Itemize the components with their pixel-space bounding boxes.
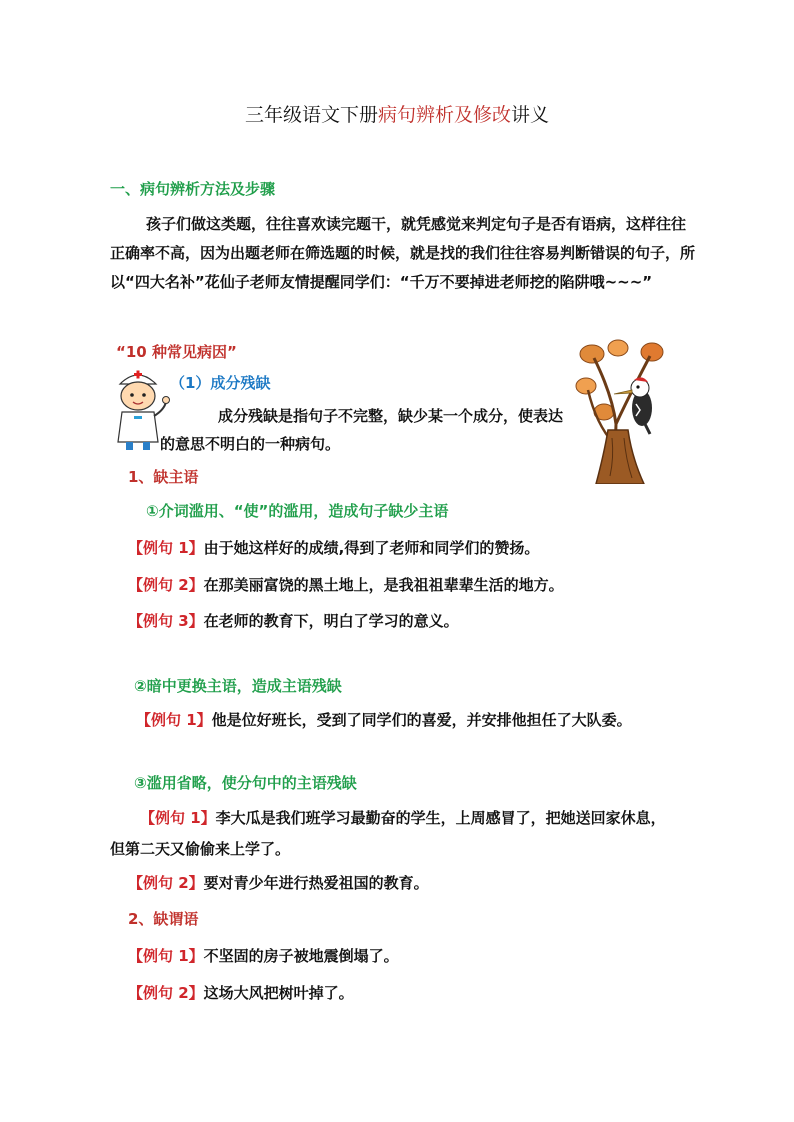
heading-missing-subject: 1、缺主语 xyxy=(128,468,199,486)
causes-heading: “10 种常见病因” xyxy=(116,343,237,361)
example-text: 在老师的教育下，明白了学习的意义。 xyxy=(203,612,459,630)
intro-line-1: 孩子们做这类题，往往喜欢读完题干，就凭感觉来判定句子是否有语病，这样往往 xyxy=(146,215,687,233)
example-tag: 【例句 2】 xyxy=(128,874,204,892)
example-text: 由于她这样好的成绩,得到了老师和同学们的赞扬。 xyxy=(203,539,540,557)
example-tag: 【例句 2】 xyxy=(128,984,204,1002)
example-tag: 【例句 1】 xyxy=(136,711,212,729)
example-tag: 【例句 1】 xyxy=(140,809,216,827)
case-1-heading: ①介词滥用、“使”的滥用，造成句子缺少主语 xyxy=(146,502,449,520)
heading-missing-predicate: 2、缺谓语 xyxy=(128,910,199,928)
case-2-heading: ②暗中更换主语，造成主语残缺 xyxy=(134,677,342,695)
intro-line-3: 以“四大名补”花仙子老师友情提醒同学们：“千万不要掉进老师挖的陷阱哦~~~” xyxy=(110,273,653,291)
example-continuation: 但第二天又偷偷来上学了。 xyxy=(110,840,291,858)
example-tag: 【例句 1】 xyxy=(128,947,204,965)
example-row xyxy=(136,709,632,730)
title-suffix: 讲义 xyxy=(511,104,550,126)
case-3-heading: ③滥用省略，使分句中的主语残缺 xyxy=(134,774,357,792)
page-title xyxy=(0,100,794,127)
title-highlight: 病句辨析及修改 xyxy=(377,104,511,126)
definition-line-2: 的意思不明白的一种病句。 xyxy=(160,435,341,453)
example-row xyxy=(140,807,666,828)
section-heading-methods: 一、病句辨析方法及步骤 xyxy=(110,180,276,198)
example-text: 这场大风把树叶掉了。 xyxy=(203,984,354,1002)
intro-line-2: 正确率不高，因为出题老师在筛选题的时候，就是找的我们往往容易判断错误的句子，所 xyxy=(110,244,696,262)
example-row xyxy=(128,872,429,893)
example-text: 李大瓜是我们班学习最勤奋的学生，上周感冒了，把她送回家休息， xyxy=(215,809,666,827)
title-prefix: 三年级语文下册 xyxy=(244,104,378,126)
example-tag: 【例句 3】 xyxy=(128,612,204,630)
example-row xyxy=(128,610,459,631)
definition-line-1: 成分残缺是指句子不完整，缺少某一个成分，使表达 xyxy=(218,407,564,425)
example-text: 不坚固的房子被地震倒塌了。 xyxy=(203,947,399,965)
example-row xyxy=(128,537,539,558)
example-text: 在那美丽富饶的黑土地上，是我祖祖辈辈生活的地方。 xyxy=(203,576,564,594)
woodpecker-tree-illustration xyxy=(574,334,666,484)
example-text: 要对青少年进行热爱祖国的教育。 xyxy=(203,874,429,892)
example-tag: 【例句 2】 xyxy=(128,576,204,594)
example-text: 他是位好班长，受到了同学们的喜爱，并安排他担任了大队委。 xyxy=(211,711,632,729)
subsection-heading-component-missing: （1）成分残缺 xyxy=(170,374,271,392)
example-row xyxy=(128,982,354,1003)
example-row xyxy=(128,574,564,595)
example-tag: 【例句 1】 xyxy=(128,539,204,557)
example-row xyxy=(128,945,399,966)
